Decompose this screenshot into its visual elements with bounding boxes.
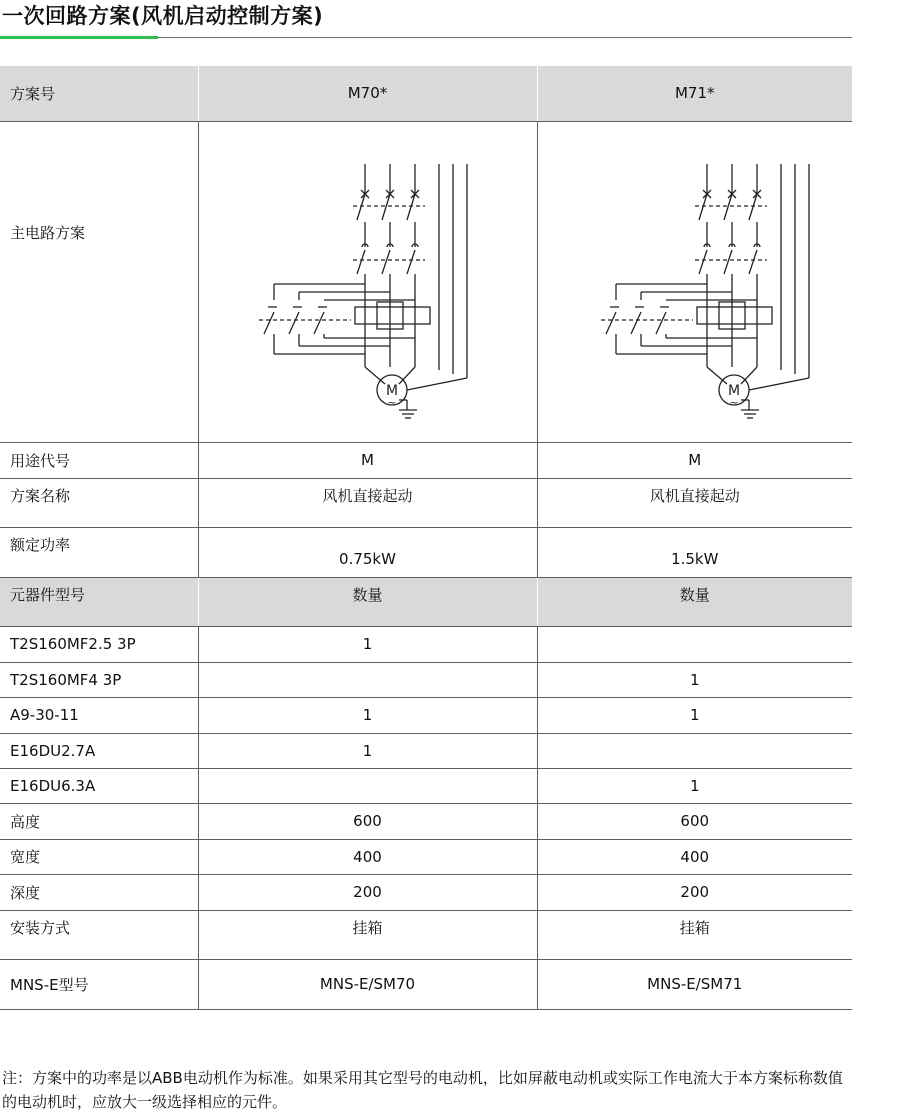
- mounting-m70: 挂箱: [198, 910, 537, 959]
- mounting-row: [0, 910, 852, 959]
- component-model: T2S160MF4 3P: [0, 662, 198, 697]
- purpose-code-m71: M: [537, 442, 852, 478]
- component-qty-m71: 1: [537, 697, 852, 733]
- motor-letter-m71: M: [727, 382, 740, 399]
- motor-tilde-m70: ~: [386, 395, 397, 409]
- height-m71: 600: [537, 803, 852, 839]
- mounting-label: 安装方式: [0, 910, 198, 959]
- scheme-name-m70: 风机直接起动: [198, 478, 537, 527]
- title-accent-bar: [0, 36, 158, 39]
- component-qty-m70: 1: [198, 697, 537, 733]
- mns-model-m71: MNS-E/SM71: [537, 959, 852, 1009]
- component-qty-m70: [198, 768, 537, 803]
- component-model: E16DU2.7A: [0, 733, 198, 768]
- rated-power-m71: 1.5kW: [537, 527, 852, 577]
- component-row: [0, 626, 852, 662]
- scheme-name-m71: 风机直接起动: [537, 478, 852, 527]
- component-row: [0, 733, 852, 768]
- component-qty-m71: 1: [537, 768, 852, 803]
- component-model: T2S160MF2.5 3P: [0, 626, 198, 662]
- scheme-name-label: 方案名称: [0, 478, 198, 527]
- width-label: 宽度: [0, 839, 198, 874]
- width-m70: 400: [198, 839, 537, 874]
- component-model: E16DU6.3A: [0, 768, 198, 803]
- main-circuit-row: [0, 121, 852, 442]
- purpose-code-label: 用途代号: [0, 442, 198, 478]
- depth-label: 深度: [0, 874, 198, 910]
- component-qty-m70: 1: [198, 733, 537, 768]
- scheme-name-row: [0, 478, 852, 527]
- purpose-code-row: [0, 442, 852, 478]
- component-qty-m70: 1: [198, 626, 537, 662]
- rated-power-label: 额定功率: [0, 527, 198, 577]
- component-qty-m71: [537, 626, 852, 662]
- height-m70: 600: [198, 803, 537, 839]
- depth-m71: 200: [537, 874, 852, 910]
- components-qty-m70: 数量: [198, 577, 537, 626]
- component-model: A9-30-11: [0, 697, 198, 733]
- mounting-m71: 挂箱: [537, 910, 852, 959]
- motor-tilde-m71: ~: [728, 395, 739, 409]
- circuit-diagram-m71: [538, 122, 854, 442]
- component-qty-m71: 1: [537, 662, 852, 697]
- components-header-label: 元器件型号: [0, 577, 198, 626]
- width-m71: 400: [537, 839, 852, 874]
- rated-power-m70: 0.75kW: [198, 527, 537, 577]
- depth-row: [0, 874, 852, 910]
- main-circuit-label: 主电路方案: [0, 121, 198, 442]
- rated-power-row: [0, 527, 852, 577]
- component-row: [0, 697, 852, 733]
- mns-model-m70: MNS-E/SM70: [198, 959, 537, 1009]
- circuit-diagram-m70: [199, 122, 537, 442]
- mns-model-row: [0, 959, 852, 1009]
- footnote: 注：方案中的功率是以ABB电动机作为标准。如果采用其它型号的电动机，比如屏蔽电动机或实际工作电流大于本方案标称数值的电动机时，应放大一级选择相应的元件。: [2, 1069, 843, 1111]
- page-title: 一次回路方案(风机启动控制方案): [2, 4, 324, 28]
- motor-letter-m70: M: [385, 382, 398, 399]
- mns-model-label: MNS-E型号: [0, 959, 198, 1009]
- header-label: 方案号: [0, 66, 198, 121]
- height-row: [0, 803, 852, 839]
- width-row: [0, 839, 852, 874]
- component-row: [0, 662, 852, 697]
- diagram-cell-m70: [198, 121, 537, 442]
- header-scheme-m71: M71*: [537, 66, 852, 121]
- depth-m70: 200: [198, 874, 537, 910]
- component-row: [0, 768, 852, 803]
- header-row: [0, 66, 852, 121]
- scheme-table: [0, 66, 852, 1010]
- header-scheme-m70: M70*: [198, 66, 537, 121]
- components-header-row: [0, 577, 852, 626]
- purpose-code-m70: M: [198, 442, 537, 478]
- components-qty-m71: 数量: [537, 577, 852, 626]
- height-label: 高度: [0, 803, 198, 839]
- diagram-cell-m71: [537, 121, 852, 442]
- component-qty-m70: [198, 662, 537, 697]
- component-qty-m71: [537, 733, 852, 768]
